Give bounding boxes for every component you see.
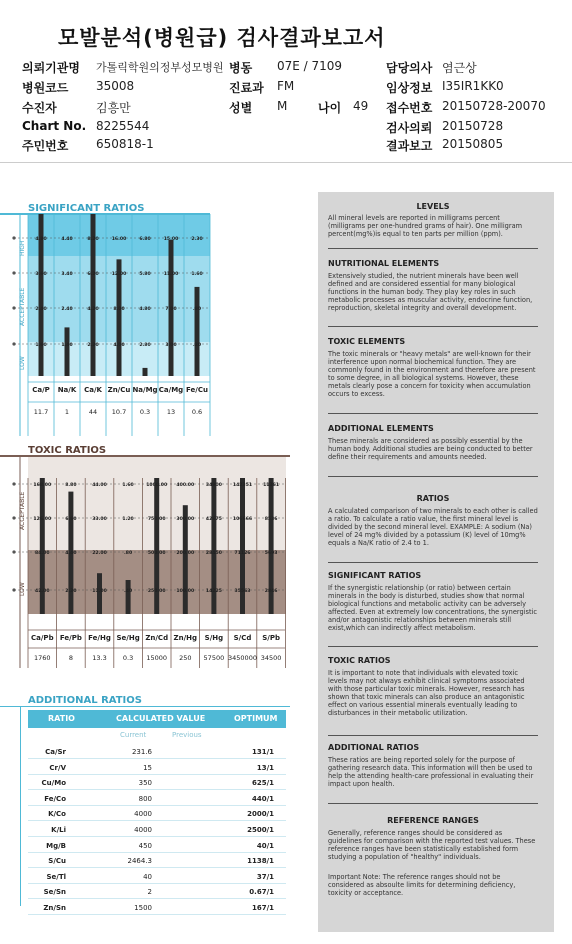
- category-label: Zn/Hg: [173, 634, 198, 642]
- scale-label: 2.40: [61, 307, 73, 312]
- scale-label: 1.60: [35, 343, 47, 348]
- scale-label: 8536: [264, 517, 278, 522]
- significant-ratios-chart: [0, 198, 215, 438]
- ref-ratios-text: A calculated comparison of two minerals to each other is called a ratio. To calculate a ratio value, the first mineral level is divided by the second mineral level. EXAMPLE: A sodium (Na) level of 24 mg% divided by a potassium (K) level of 10mg% equals a Na/K ratio of 2.4 to 1.: [328, 507, 538, 547]
- reference-dot: [12, 342, 15, 345]
- ratio-name: Cu/Mo: [41, 779, 66, 788]
- scale-label: 22.00: [92, 551, 107, 556]
- ref-ranges-text: Generally, reference ranges should be considered as guidelines for comparison with the reported test values. These reference ranges have been statistically established form studying a population of "healthy" individuals.: [328, 829, 536, 861]
- value-ward: 07E / 7109: [277, 59, 343, 73]
- label-patient: 수진자: [22, 101, 57, 115]
- ref-significant-text: If the synergistic relationship (or ratio) between certain minerals in the body is disturbed, studies show that normal biological functions and metabolic activity can be adversely affected. Even at extremely low concentrations, the synergistic and/or antagonistic relationships between minerals still exist,which can indirectly affect metabolism.: [328, 584, 537, 632]
- scale-label: 6.20: [87, 272, 99, 277]
- category-label: Fe/Pb: [59, 634, 82, 642]
- value-department: FM: [277, 79, 295, 93]
- reference-dot: [12, 588, 15, 591]
- ratio-optimum: 131/1: [251, 748, 274, 756]
- label-chart-no: Chart No.: [22, 119, 87, 133]
- scale-label: 4.00: [113, 343, 125, 348]
- reference-dot: [12, 236, 15, 239]
- table-row-divider: [28, 898, 286, 899]
- scale-label: 16.00: [111, 237, 127, 242]
- scale-label: 5.80: [139, 272, 151, 277]
- reference-dot: [12, 516, 15, 519]
- table-row-divider: [28, 820, 286, 821]
- value-label: 3450000: [228, 654, 257, 662]
- ref-toxic-heading: TOXIC ELEMENTS: [328, 337, 406, 346]
- scale-label: 250.00: [147, 589, 166, 594]
- value-hospital-code: 35008: [96, 79, 135, 93]
- value-institution: 가톨릭학원의정부성모병원: [96, 61, 224, 74]
- scale-label: 4.80: [139, 307, 151, 312]
- category-label: Zn/Cu: [107, 386, 131, 394]
- scale-label: 100.00: [176, 589, 195, 594]
- value-label: 57500: [203, 654, 225, 662]
- bar-na-mg: [143, 368, 148, 376]
- scale-label: 1000.00: [146, 483, 168, 488]
- scale-label: 8.20: [87, 237, 99, 242]
- ratio-name: Se/Tl: [46, 872, 66, 881]
- ratio-optimum: 2000/1: [247, 810, 274, 819]
- table-row-divider: [28, 805, 286, 806]
- ratio-current-value: 15: [143, 763, 152, 772]
- scale-label: 15.00: [163, 237, 179, 242]
- scale-label: 71126: [234, 551, 251, 556]
- table-row-divider: [28, 758, 286, 759]
- scale-label: 2846: [264, 589, 278, 594]
- ratio-name: Zn/Sn: [43, 904, 66, 912]
- category-label: Na/Mg: [132, 386, 158, 394]
- ratio-optimum: 2500/1: [247, 826, 274, 834]
- ref-significant-heading: SIGNIFICANT RATIOS: [328, 571, 422, 580]
- ref-ratios-heading: RATIOS: [416, 494, 450, 503]
- report-title: 모발분석(병원급) 검사결과보고서: [58, 26, 386, 50]
- scale-label: 5693: [264, 551, 278, 556]
- additional-ratios-header: [28, 710, 286, 728]
- label-institution: 의뢰기관명: [22, 61, 80, 75]
- scale-label: 400.00: [176, 483, 195, 488]
- label-department: 진료과: [229, 81, 264, 95]
- ref-toxic-ratios-heading: TOXIC RATIOS: [328, 656, 391, 665]
- ref-toxic-ratios-text: It is important to note that individuals with elevated toxic levels may not always exhibit clinical symptoms associated with those particular toxic minerals. However, research has shown that toxic minerals can also produce an antagonistic effect on various essential minerals eventually leading to disturbances in their metabolic utilization.: [328, 669, 525, 717]
- value-label: 0.6: [191, 408, 203, 416]
- toxic-ratios-chart: [0, 440, 295, 670]
- scale-label: 106666: [232, 517, 253, 522]
- value-label: 0.3: [122, 654, 134, 662]
- scale-label: 33.00: [92, 517, 107, 522]
- category-label: Fe/Cu: [186, 386, 208, 394]
- scale-label: 42675: [205, 517, 222, 522]
- ref-ranges-heading: REFERENCE RANGES: [387, 816, 479, 825]
- value-label: 1: [64, 408, 70, 416]
- ratio-optimum: 1138/1: [247, 857, 274, 866]
- label-clinical-info: 임상정보: [386, 81, 433, 95]
- value-age: 49: [353, 99, 369, 113]
- additional-ratios-title: ADDITIONAL RATIOS: [28, 695, 142, 706]
- label-resident-no: 주민번호: [22, 139, 69, 153]
- scale-label: 1.60: [191, 272, 203, 277]
- value-label: 10.7: [111, 408, 127, 416]
- label-hospital-code: 병원코드: [22, 81, 69, 95]
- ratio-optimum: 440/1: [251, 794, 274, 803]
- reference-dot: [12, 271, 15, 274]
- value-label: 15000: [146, 654, 168, 662]
- tox-band-acceptable-label: ACCEPTABLE: [19, 491, 26, 530]
- ratio-current-value: 4000: [134, 826, 152, 834]
- value-label: 8: [68, 654, 73, 662]
- col-calculated-header: CALCULATED VALUE: [116, 714, 206, 723]
- ratio-current-value: 800: [138, 794, 152, 803]
- scale-label: 11.00: [92, 589, 107, 594]
- value-resident-no: 650818-1: [96, 137, 154, 151]
- value-label: 13: [166, 408, 176, 416]
- table-row-divider: [28, 774, 286, 775]
- category-label: Ca/Pb: [31, 634, 54, 642]
- ratio-optimum: 13/1: [256, 763, 274, 772]
- sig-band-high: [28, 214, 210, 256]
- bar-se-hg: [126, 580, 131, 614]
- reference-dot: [12, 550, 15, 553]
- ref-additional-heading: ADDITIONAL ELEMENTS: [328, 424, 434, 433]
- category-label: S/Hg: [204, 634, 224, 642]
- label-receipt-no: 접수번호: [386, 101, 433, 115]
- ref-nutritional-heading: NUTRITIONAL ELEMENTS: [328, 259, 440, 268]
- scale-label: 2.20: [87, 343, 99, 348]
- scale-label: 2.40: [35, 307, 47, 312]
- scale-label: 142351: [232, 483, 253, 488]
- ref-levels-heading: LEVELS: [416, 202, 450, 211]
- scale-label: 2.80: [139, 343, 151, 348]
- value-doctor: 염근상: [442, 61, 477, 75]
- scale-label: 6.60: [65, 517, 77, 522]
- ref-ranges-note: Important Note: The reference ranges should not be considered as absoulte limits for determining deficiency, toxicity or acceptance.: [328, 873, 516, 897]
- scale-label: .40: [124, 589, 133, 594]
- scale-label: 2.30: [191, 237, 203, 242]
- ratio-current-value: 231.6: [131, 748, 152, 756]
- scale-label: 126.00: [33, 517, 52, 522]
- scale-label: 168.00: [33, 483, 52, 488]
- ratio-current-value: 2464.3: [127, 857, 152, 866]
- scale-label: 4.40: [65, 551, 77, 556]
- table-row-divider: [28, 867, 286, 868]
- scale-label: 3.40: [61, 272, 73, 277]
- bar-fe-cu: [192, 287, 202, 376]
- scale-label: 11.00: [163, 272, 179, 277]
- ratio-current-value: 350: [138, 779, 152, 788]
- ref-levels-text: All mineral levels are reported in milligrams percent (milligrams per one-hundred grams of hair). One milligram percent(mg%)is equal to ten parts per million (ppm).: [328, 214, 523, 238]
- scale-label: 28450: [205, 551, 222, 556]
- ref-toxic-text: The toxic minerals or "heavy metals" are well-known for their interference upon normal biochemical function. They are commonly found in the environment and therefore are present to some degree, in all biological systems. However, these metals clearly pose a concern for toxicity when accumulation occurs to excess.: [328, 350, 536, 398]
- value-request-date: 20150728: [442, 119, 504, 133]
- scale-label: 3.60: [35, 272, 47, 277]
- scale-label: 300.00: [176, 517, 195, 522]
- value-label: 13.3: [92, 654, 107, 662]
- header-divider: [0, 162, 572, 163]
- scale-label: 2.20: [65, 589, 77, 594]
- ratio-current-value: 450: [138, 841, 152, 850]
- label-report-date: 결과보고: [386, 139, 433, 153]
- ref-additional-text: These minerals are considered as possibly essential by the human body. Additional studies are being conducted to better define their requirements and amounts needed.: [328, 437, 533, 461]
- table-row-divider: [28, 914, 286, 915]
- scale-label: 11361: [263, 483, 280, 488]
- table-row-divider: [28, 789, 286, 790]
- sig-chart-title: SIGNIFICANT RATIOS: [28, 203, 145, 214]
- value-clinical-info: I35IR1KK0: [442, 79, 504, 93]
- ratio-name: Cr/V: [49, 763, 66, 772]
- ratio-optimum: 167/1: [251, 904, 274, 912]
- value-label: 250: [179, 654, 192, 662]
- scale-label: 8.80: [65, 483, 77, 488]
- ratio-current-value: 4000: [134, 810, 152, 819]
- category-label: Zn/Cd: [145, 634, 169, 642]
- value-patient: 김흥만: [96, 101, 131, 115]
- label-age: 나이: [318, 101, 342, 115]
- reference-dot: [12, 306, 15, 309]
- ratio-name: K/Li: [51, 826, 66, 834]
- value-label: 0.3: [139, 408, 151, 416]
- ratio-name: Mg/B: [46, 841, 66, 850]
- category-label: Se/Hg: [116, 634, 140, 642]
- table-row-divider: [28, 852, 286, 853]
- label-request-date: 검사의뢰: [386, 121, 433, 135]
- table-row-divider: [28, 836, 286, 837]
- scale-label: 6.80: [139, 237, 151, 242]
- category-label: Ca/K: [84, 386, 102, 394]
- scale-label: 1.60: [122, 483, 134, 488]
- scale-label: 750.00: [147, 517, 166, 522]
- category-label: Ca/P: [32, 386, 50, 394]
- sig-band-acceptable-label: ACCEPTABLE: [19, 287, 26, 326]
- label-doctor: 담당의사: [386, 61, 433, 75]
- ratio-optimum: 0.67/1: [249, 888, 274, 897]
- value-receipt-no: 20150728-20070: [442, 99, 546, 113]
- scale-label: 1.40: [61, 343, 73, 348]
- scale-label: 200.00: [176, 551, 195, 556]
- scale-label: 84.00: [35, 551, 50, 556]
- value-label: 1760: [34, 654, 51, 662]
- col-optimum-header: OPTIMUM: [234, 714, 278, 723]
- sub-current-header: Current: [120, 731, 147, 739]
- value-report-date: 20150805: [442, 137, 504, 151]
- scale-label: 4.20: [87, 307, 99, 312]
- scale-label: 44.00: [92, 483, 107, 488]
- label-ward: 병동: [229, 61, 253, 75]
- ratio-optimum: 625/1: [251, 779, 274, 788]
- value-label: 44: [88, 408, 98, 416]
- bar-na-k: [65, 327, 70, 376]
- scale-label: .90: [192, 307, 202, 312]
- scale-label: .20: [192, 343, 202, 348]
- ref-additional-ratios-text: These ratios are being reported solely for the purpose of gathering research data. This information will then be used to help the attending health-care professional in evaluating their impact upon health.: [328, 756, 534, 788]
- value-label: 34500: [260, 654, 282, 662]
- category-label: S/Cd: [233, 634, 252, 642]
- scale-label: 12.00: [111, 272, 127, 277]
- value-label: 11.7: [33, 408, 49, 416]
- ratio-name: Ca/Sr: [45, 748, 66, 756]
- ratio-name: S/Cu: [48, 857, 66, 866]
- tox-band-low-label: LOW: [19, 582, 26, 596]
- category-label: Ca/Mg: [158, 386, 184, 394]
- scale-label: 4.80: [35, 237, 47, 242]
- ratio-optimum: 37/1: [256, 872, 274, 881]
- ratio-optimum: 40/1: [256, 841, 274, 850]
- category-label: Na/K: [57, 386, 77, 394]
- category-label: S/Pb: [262, 634, 280, 642]
- ref-additional-ratios-heading: ADDITIONAL RATIOS: [328, 743, 420, 752]
- sig-band-low-label: LOW: [19, 356, 26, 370]
- scale-label: .80: [124, 551, 133, 556]
- ratio-current-value: 1500: [134, 904, 152, 912]
- scale-label: 7.00: [165, 307, 177, 312]
- ratio-current-value: 40: [143, 872, 152, 881]
- reference-dot: [12, 482, 15, 485]
- scale-label: 42.00: [35, 589, 50, 594]
- scale-label: 500.00: [147, 551, 166, 556]
- scale-label: 34900: [205, 483, 222, 488]
- category-label: Fe/Hg: [88, 634, 111, 642]
- col-ratio-header: RATIO: [48, 714, 75, 723]
- ratio-name: Se/Sn: [43, 888, 66, 897]
- sub-previous-header: Previous: [172, 731, 202, 739]
- scale-label: 1.20: [122, 517, 134, 522]
- ratio-name: Fe/Co: [44, 794, 66, 803]
- scale-label: 3.00: [165, 343, 177, 348]
- ref-nutritional-text: Extensively studied, the nutrient minerals have been well defined and are considered essential for many biological functions in the human body. They play key roles in such metabolic processes as muscular activity, endocrine function, reproduction, skeletal integrity and overall development.: [328, 272, 533, 312]
- tox-chart-title: TOXIC RATIOS: [28, 445, 107, 456]
- value-chart-no: 8225544: [96, 119, 150, 133]
- scale-label: 35563: [234, 589, 251, 594]
- scale-label: 4.40: [61, 237, 73, 242]
- value-sex: M: [277, 99, 288, 113]
- scale-label: 8.00: [113, 307, 125, 312]
- scale-label: 14225: [205, 589, 222, 594]
- table-row-divider: [28, 883, 286, 884]
- ratio-current-value: 2: [147, 888, 152, 897]
- label-sex: 성별: [229, 101, 253, 115]
- ratio-name: K/Co: [48, 810, 66, 819]
- sig-band-high-label: HIGH: [19, 240, 26, 256]
